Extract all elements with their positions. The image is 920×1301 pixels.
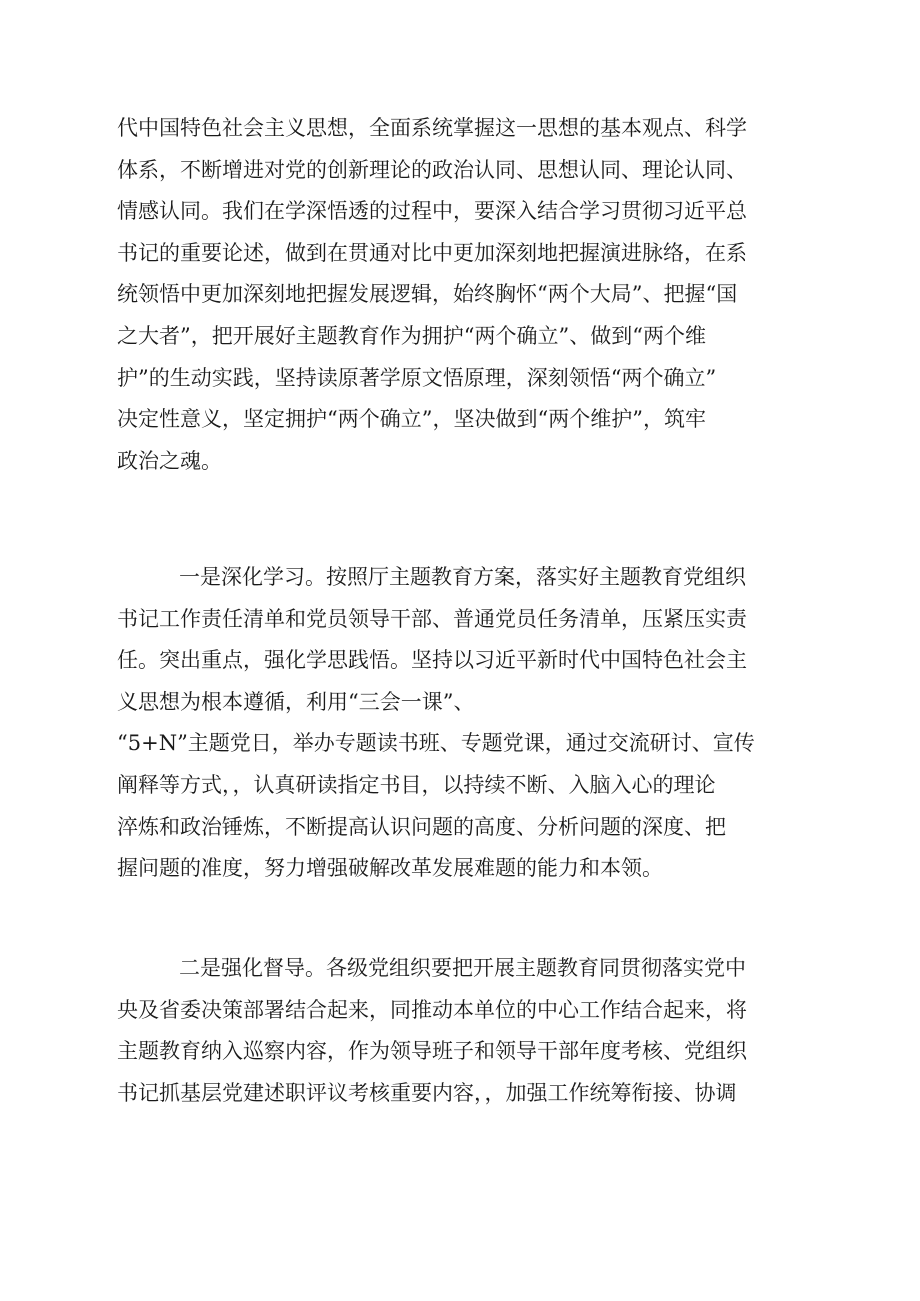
text-line: 代中国特色社会主义思想，全面系统掌握这一思想的基本观点、科学 bbox=[117, 116, 747, 140]
text-line: 二是强化督导。各级党组织要把开展主题教育同贯彻落实党中 bbox=[179, 956, 746, 980]
text-line: 书记的重要论述，做到在贯通对比中更加深刻地把握演进脉络，在系 bbox=[117, 240, 747, 265]
text-line: 体系，不断增进对党的创新理论的政治认同、思想认同、理论认同、 bbox=[117, 157, 747, 182]
text-line: 护”的生动实践，坚持读原著学原文悟原理，深刻领悟“两个确立” bbox=[117, 365, 717, 390]
text-line: 央及省委决策部署结合起来，同推动本单位的中心工作结合起来，将 bbox=[117, 997, 747, 1022]
text-line: 一是深化学习。按照厅主题教育方案，落实好主题教育党组织 bbox=[179, 565, 746, 589]
text-line: 阐释等方式，，认真研读指定书目，以持续不断、入脑入心的理论 bbox=[117, 772, 716, 797]
text-line: 政治之魂。 bbox=[117, 448, 222, 473]
paragraph-3 bbox=[117, 948, 817, 1114]
text-line: 之大者”，把开展好主题教育作为拥护“两个确立”、做到“两个维 bbox=[117, 323, 706, 348]
text-line: 书记工作责任清单和党员领导干部、普通党员任务清单，压紧压实责 bbox=[117, 606, 747, 631]
text-line: “5+N”主题党日，举办专题读书班、专题党课，通过交流研讨、宣传 bbox=[117, 731, 755, 756]
text-line: 握问题的准度，努力增强破解改革发展难题的能力和本领。 bbox=[117, 856, 663, 881]
text-line: 书记抓基层党建述职评议考核重要内容，，加强工作统筹衔接、协调 bbox=[117, 1080, 737, 1105]
text-line: 主题教育纳入巡察内容，作为领导班子和领导干部年度考核、党组织 bbox=[117, 1039, 747, 1064]
text-line: 统领悟中更加深刻地把握发展逻辑，始终胸怀“两个大局”、把握“国 bbox=[117, 282, 738, 307]
text-line: 决定性意义，坚定拥护“两个确立”，坚决做到“两个维护”，筑牢 bbox=[117, 407, 706, 432]
text-line: 淬炼和政治锤炼，不断提高认识问题的高度、分析问题的深度、把 bbox=[117, 814, 726, 839]
text-line: 义思想为根本遵循，利用“三会一课”、 bbox=[117, 689, 475, 714]
paragraph-1 bbox=[117, 108, 817, 482]
paragraph-2 bbox=[117, 557, 817, 890]
text-line: 情感认同。我们在学深悟透的过程中，要深入结合学习贯彻习近平总 bbox=[117, 199, 747, 224]
text-line: 任。突出重点，强化学思践悟。坚持以习近平新时代中国特色社会主 bbox=[117, 648, 747, 673]
